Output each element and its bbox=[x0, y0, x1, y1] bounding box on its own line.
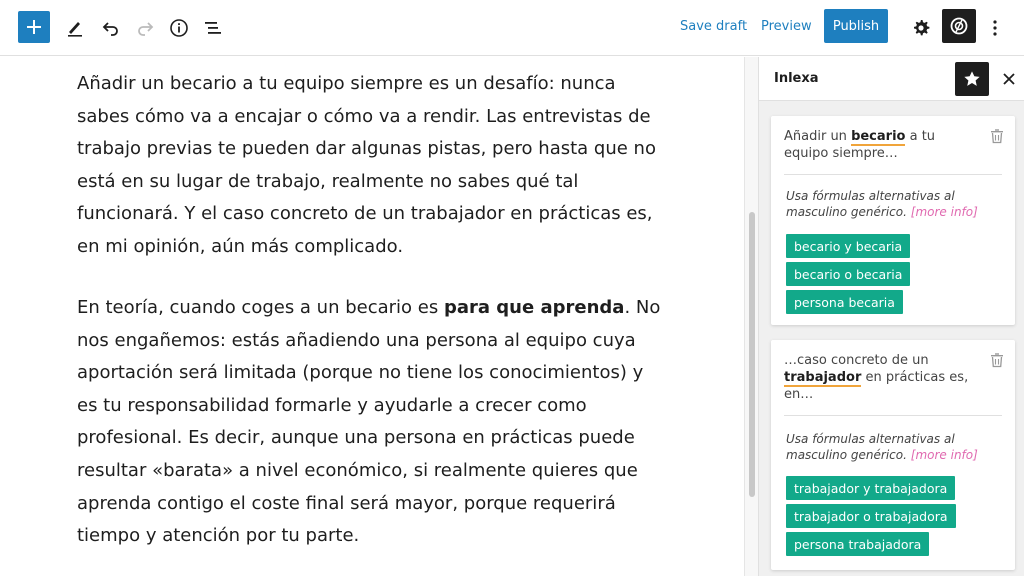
paragraph-text: En teoría, cuando coges a un becario es bbox=[77, 297, 444, 318]
list-view-button[interactable] bbox=[196, 11, 230, 45]
sidebar-header bbox=[759, 57, 1024, 101]
pin-sidebar-button[interactable] bbox=[955, 62, 989, 96]
redo-icon bbox=[135, 18, 155, 38]
paragraph-text: . No nos engañemos: estás añadiendo una persona al equipo cuya aportación será limitada (porque no tiene los conocimientos) y es tu responsabilidad formarle y ayudarle a crecer como profesional. Es decir, aunque una persona en prácticas puede resultar «barata» a nivel económico, si realmente quieres que aprenda contigo el coste final será mayor, porque requerirá tiempo y atención por tu parte. bbox=[77, 297, 661, 547]
paragraph-block[interactable] bbox=[77, 292, 667, 553]
trash-icon[interactable] bbox=[989, 352, 1005, 368]
settings-button[interactable] bbox=[904, 11, 938, 45]
replacement-chip[interactable]: becario o becaria bbox=[786, 262, 910, 286]
more-vertical-icon bbox=[985, 18, 1005, 38]
undo-button[interactable] bbox=[94, 11, 128, 45]
scrollbar-thumb[interactable] bbox=[749, 212, 755, 497]
add-block-button[interactable] bbox=[18, 11, 50, 43]
pencil-icon bbox=[65, 18, 85, 38]
redo-button[interactable] bbox=[128, 11, 162, 45]
editor-scrollbar[interactable] bbox=[744, 57, 758, 576]
snippet-text: a tu equipo siempre… bbox=[784, 129, 936, 161]
gear-icon bbox=[911, 18, 931, 38]
plus-icon bbox=[26, 19, 42, 35]
replacement-chip[interactable]: persona becaria bbox=[786, 290, 903, 314]
close-icon bbox=[1003, 73, 1015, 85]
bold-text: para que aprenda bbox=[443, 297, 625, 318]
replacement-chip[interactable]: trabajador o trabajadora bbox=[786, 504, 956, 528]
more-info-link[interactable]: [more info] bbox=[910, 448, 978, 462]
context-snippet bbox=[784, 128, 979, 162]
top-toolbar bbox=[0, 0, 1024, 56]
undo-icon bbox=[101, 18, 121, 38]
replacement-chip[interactable]: becario y becaria bbox=[786, 234, 910, 258]
snippet-text: en prácticas es, en… bbox=[784, 370, 969, 402]
replacement-chip[interactable]: trabajador y trabajadora bbox=[786, 476, 955, 500]
card-divider bbox=[784, 415, 1002, 416]
suggestion-card bbox=[771, 340, 1015, 570]
more-options-button[interactable] bbox=[978, 11, 1012, 45]
details-button[interactable] bbox=[162, 11, 196, 45]
list-view-icon bbox=[203, 18, 223, 38]
suggestion-text bbox=[786, 431, 996, 463]
suggestion-card bbox=[771, 116, 1015, 325]
edit-mode-button[interactable] bbox=[58, 11, 92, 45]
snippet-text: Añadir un bbox=[784, 129, 852, 144]
close-sidebar-button[interactable] bbox=[997, 67, 1021, 91]
preview-button[interactable]: Preview bbox=[761, 19, 812, 34]
inlexa-logo-icon bbox=[949, 16, 969, 36]
flagged-term[interactable]: trabajador bbox=[784, 370, 862, 385]
save-draft-button[interactable]: Save draft bbox=[680, 19, 748, 34]
snippet-text: …caso concreto de un bbox=[784, 353, 929, 368]
suggestion-message: Usa fórmulas alternativas al masculino genérico. bbox=[786, 432, 955, 462]
card-divider bbox=[784, 174, 1002, 175]
more-info-link[interactable]: [more info] bbox=[910, 205, 978, 219]
flagged-term[interactable]: becario bbox=[851, 129, 906, 144]
inlexa-sidebar bbox=[758, 57, 1024, 576]
star-icon bbox=[963, 70, 981, 88]
context-snippet bbox=[784, 352, 979, 403]
replacement-chip[interactable]: persona trabajadora bbox=[786, 532, 929, 556]
publish-button[interactable]: Publish bbox=[824, 9, 888, 43]
sidebar-title: Inlexa bbox=[774, 71, 819, 86]
trash-icon[interactable] bbox=[989, 128, 1005, 144]
info-icon bbox=[169, 18, 189, 38]
paragraph-block[interactable]: Añadir un becario a tu equipo siempre es un desafío: nunca sabes cómo va a encajar o cómo va a rendir. Las entrevistas de trabajo previas te pueden dar algunas pistas, pero hasta que no está en su lugar de trabajo, realmente no sabes qué tal funcionará. Y el caso concreto de un trabajador en prácticas es, en mi opinión, aún más complicado. bbox=[77, 73, 656, 257]
inlexa-plugin-button[interactable] bbox=[942, 9, 976, 43]
suggestion-text bbox=[786, 188, 996, 220]
editor-canvas bbox=[0, 57, 745, 576]
suggestion-message: Usa fórmulas alternativas al masculino genérico. bbox=[786, 189, 955, 219]
